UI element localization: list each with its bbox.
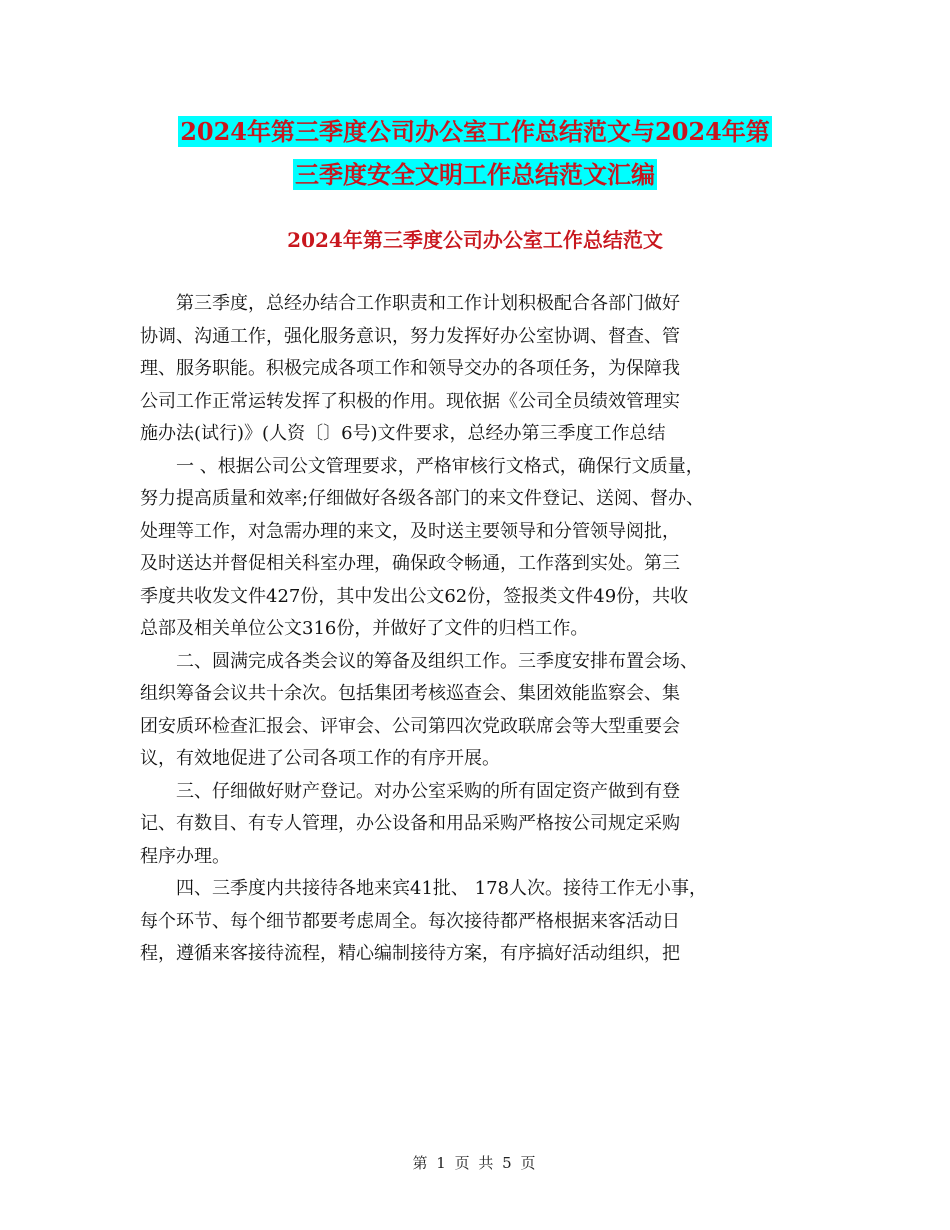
paragraph-one — [140, 451, 830, 646]
text-line: 努力提高质量和效率;仔细做好各级各部门的来文件登记、送阅、督办、 — [140, 488, 705, 509]
title-line-1: 2024年第三季度公司办公室工作总结范文与2024年第 — [180, 117, 770, 146]
text-line: 处理等工作，对急需办理的来文，及时送主要领导和分管领导阅批， — [140, 520, 680, 542]
text-line: 每个环节、每个细节都要考虑周全。每次接待都严格根据来客活动日 — [140, 910, 680, 932]
paragraph-four — [140, 873, 830, 971]
text-line: 公司工作正常运转发挥了积极的作用。现依据《公司全员绩效管理实 — [140, 390, 680, 412]
text-line: 记、有数目、有专人管理，办公设备和用品采购严格按公司规定采购 — [140, 813, 680, 834]
text-line: 四、三季度内共接待各地来宾41批、 178人次。接待工作无小事， — [140, 878, 707, 899]
text-line: 二、圆满完成各类会议的筹备及组织工作。三季度安排布置会场、 — [140, 650, 698, 672]
paragraph-three — [140, 776, 830, 874]
text-line: 程序办理。 — [140, 845, 230, 867]
document-title — [140, 110, 810, 196]
text-line: 总部及相关单位公文316份，并做好了文件的归档工作。 — [140, 618, 589, 639]
text-line: 议，有效地促进了公司各项工作的有序开展。 — [140, 748, 500, 769]
page-number: 第 1 页 共 5 页 — [412, 1154, 538, 1172]
text-line: 理、服务职能。积极完成各项工作和领导交办的各项任务，为保障我 — [140, 358, 680, 379]
text-line: 组织筹备会议共十余次。包括集团考核巡查会、集团效能监察会、集 — [140, 683, 680, 704]
text-line: 团安质环检查汇报会、评审会、公司第四次党政联席会等大型重要会 — [140, 715, 680, 737]
text-line: 一 、根据公司公文管理要求，严格审核行文格式，确保行文质量， — [140, 455, 704, 477]
document-body — [140, 288, 830, 971]
text-line: 及时送达并督促相关科室办理，确保政令畅通，工作落到实处。第三 — [140, 553, 680, 574]
text-line: 三、仔细做好财产登记。对办公室采购的所有固定资产做到有登 — [140, 780, 680, 802]
title-line-2: 三季度安全文明工作总结范文汇编 — [295, 160, 655, 189]
text-line: 第三季度，总经办结合工作职责和工作计划积极配合各部门做好 — [140, 293, 680, 314]
text-line: 程，遵循来客接待流程，精心编制接待方案，有序搞好活动组织，把 — [140, 943, 680, 964]
text-line: 协调、沟通工作，强化服务意识，努力发挥好办公室协调、督查、管 — [140, 325, 680, 347]
text-line: 季度共收发文件427份，其中发出公文62份，签报类文件49份，共收 — [140, 585, 689, 607]
paragraph-intro — [140, 288, 830, 451]
paragraph-two — [140, 646, 830, 776]
text-line: 施办法(试行)》(人资〔〕6号)文件要求，总经办第三季度工作总结 — [140, 423, 666, 444]
section-heading: 2024年第三季度公司办公室工作总结范文 — [287, 228, 663, 252]
